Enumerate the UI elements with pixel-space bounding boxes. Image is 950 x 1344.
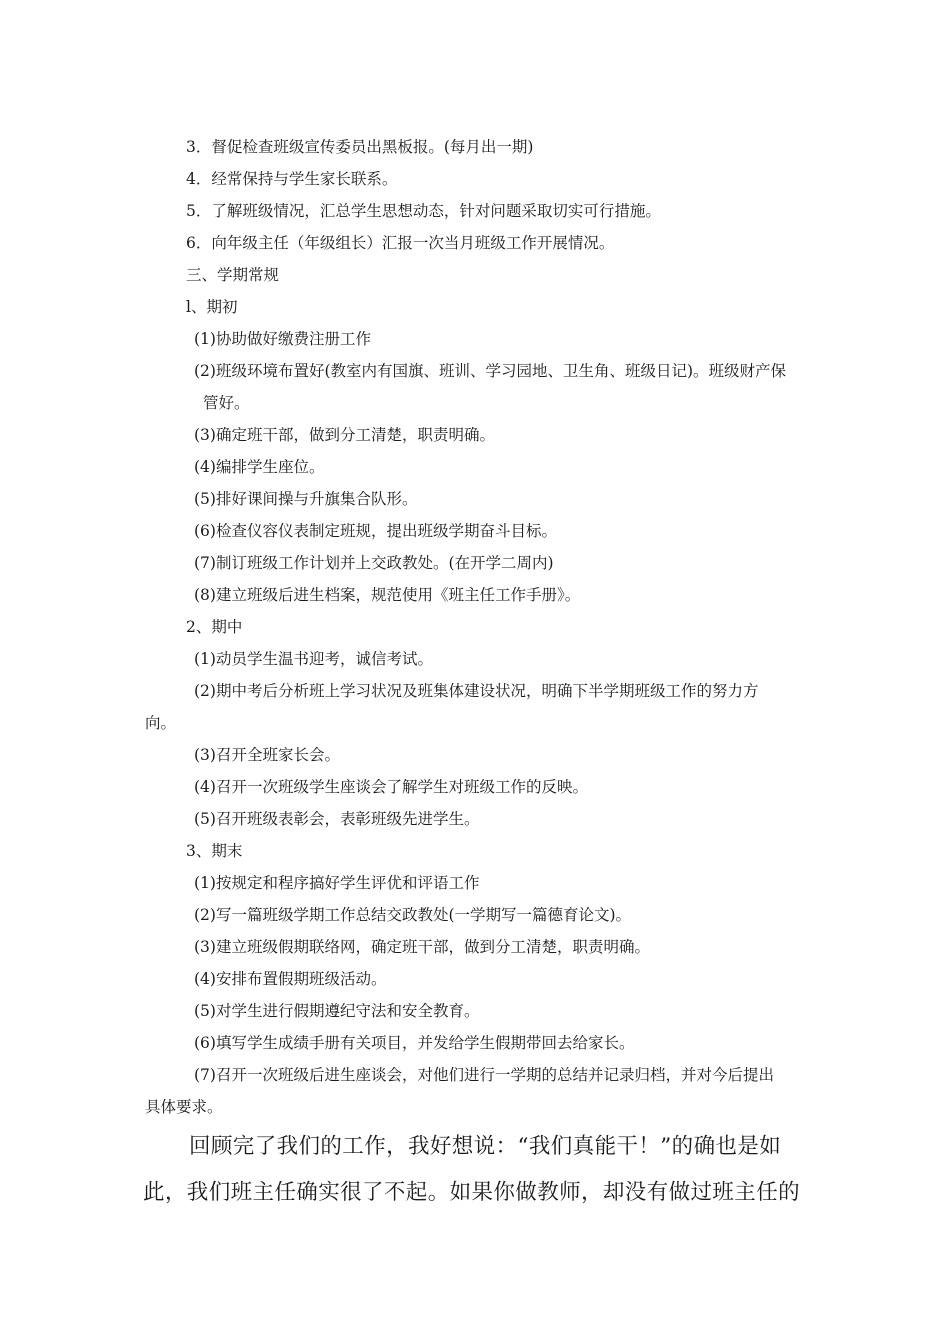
term-end-item-2: (2)写一篇班级学期工作总结交政教处(一学期写一篇德育论文)。 <box>194 906 632 924</box>
term-end-item-5: (5)对学生进行假期遵纪守法和安全教育。 <box>194 1002 480 1020</box>
list-item-6: 6．向年级主任（年级组长）汇报一次当月班级工作开展情况。 <box>186 234 615 252</box>
term-end-item-6: (6)填写学生成绩手册有关项目，并发给学生假期带回去给家长。 <box>194 1034 635 1052</box>
mid-term-item-5: (5)召开班级表彰会，表彰班级先进学生。 <box>194 810 480 828</box>
term-start-item-3: (3)确定班干部，做到分工清楚，职责明确。 <box>194 426 495 444</box>
list-item-3: 3．督促检查班级宣传委员出黑板报。(每月出一期) <box>186 138 534 156</box>
term-start-item-4: (4)编排学生座位。 <box>194 458 325 476</box>
term-start-item-5: (5)排好课间操与升旗集合队形。 <box>194 490 418 508</box>
list-item-4: 4．经常保持与学生家长联系。 <box>186 170 398 188</box>
term-start-item-2-continued: 管好。 <box>203 394 250 412</box>
list-item-5: 5．了解班级情况，汇总学生思想动态，针对问题采取切实可行措施。 <box>186 202 661 220</box>
mid-term-item-4: (4)召开一次班级学生座谈会了解学生对班级工作的反映。 <box>194 778 588 796</box>
term-start-item-8: (8)建立班级后进生档案，规范使用《班主任工作手册》。 <box>194 586 581 604</box>
term-start-item-1: (1)协助做好缴费注册工作 <box>194 330 371 348</box>
subheading-term-end: 3、期末 <box>186 842 243 860</box>
term-end-item-4: (4)安排布置假期班级活动。 <box>194 970 387 988</box>
term-end-item-1: (1)按规定和程序搞好学生评优和评语工作 <box>194 874 480 892</box>
term-start-item-7: (7)制订班级工作计划并上交政教处。(在开学二周内) <box>194 554 554 572</box>
mid-term-item-2-continued: 向。 <box>145 714 177 732</box>
closing-paragraph-line-1: 回顾完了我们的工作，我好想说：“我们真能干！”的确也是如 <box>189 1134 782 1159</box>
section-heading-semester: 三、学期常规 <box>186 266 280 284</box>
mid-term-item-1: (1)动员学生温书迎考，诚信考试。 <box>194 650 433 668</box>
mid-term-item-2: (2)期中考后分析班上学习状况及班集体建设状况，明确下半学期班级工作的努力方 <box>194 682 759 700</box>
term-end-item-7: (7)召开一次班级后进生座谈会，对他们进行一学期的总结并记录归档，并对今后提出 <box>194 1066 774 1084</box>
subheading-term-start: l、期初 <box>186 298 238 316</box>
mid-term-item-3: (3)召开全班家长会。 <box>194 746 340 764</box>
subheading-mid-term: 2、期中 <box>186 618 243 636</box>
term-start-item-6: (6)检查仪容仪表制定班规，提出班级学期奋斗目标。 <box>194 522 557 540</box>
term-start-item-2: (2)班级环境布置好(教室内有国旗、班训、学习园地、卫生角、班级日记)。班级财产保 <box>194 362 787 380</box>
closing-paragraph-line-2: 此，我们班主任确实很了不起。如果你做教师，却没有做过班主任的 <box>143 1180 801 1205</box>
term-end-item-3: (3)建立班级假期联络网，确定班干部，做到分工清楚，职责明确。 <box>194 938 650 956</box>
term-end-item-7-continued: 具体要求。 <box>145 1098 223 1116</box>
